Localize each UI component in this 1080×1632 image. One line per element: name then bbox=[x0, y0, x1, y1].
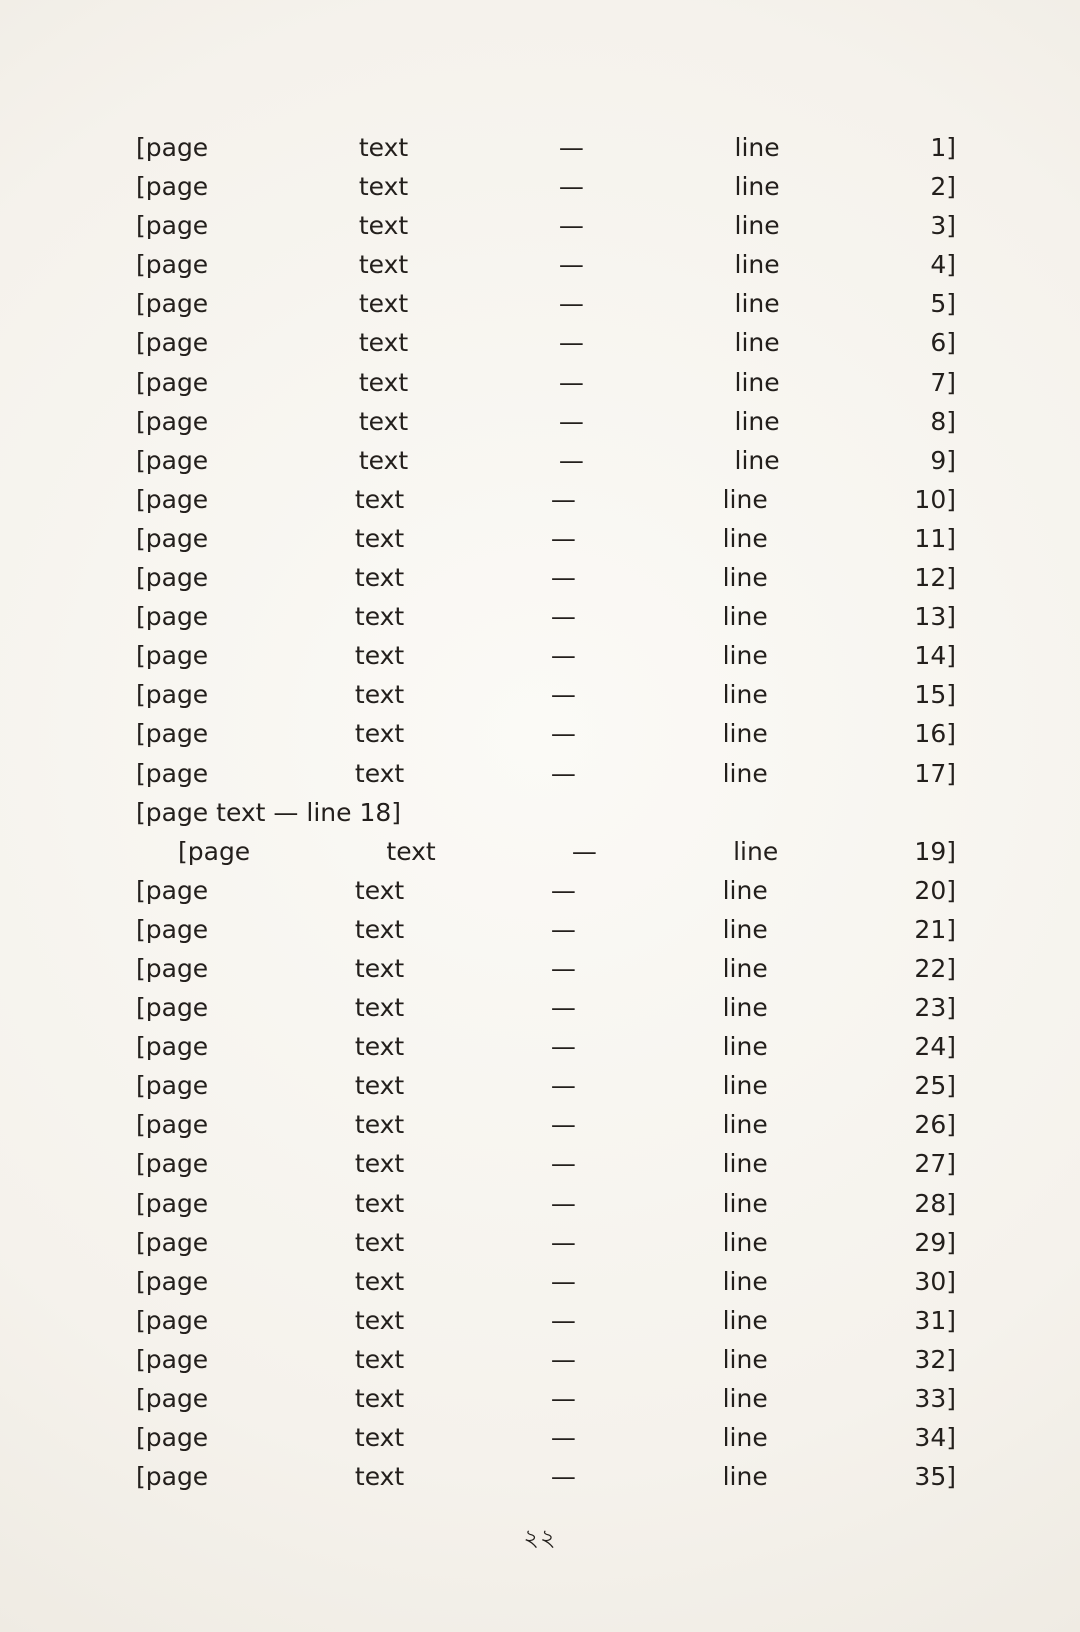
text-line: [page text — line 16] bbox=[136, 719, 956, 749]
text-line: [page text — line 20] bbox=[136, 875, 956, 905]
paragraph-end-line: [page text — line 18] bbox=[136, 797, 402, 827]
text-line: [page text — line 27] bbox=[136, 1149, 956, 1179]
text-line: [page text — line 15] bbox=[136, 680, 956, 710]
text-line: [page text — line 8] bbox=[136, 406, 956, 436]
text-line: [page text — line 29] bbox=[136, 1227, 956, 1257]
text-line: [page text — line 1] bbox=[136, 133, 956, 162]
text-line: [page text — line 17] bbox=[136, 758, 956, 788]
text-line: [page text — line 3] bbox=[136, 211, 956, 241]
text-line: [page text — line 10] bbox=[136, 484, 956, 514]
text-line: [page text — line 5] bbox=[136, 289, 956, 319]
body-text bbox=[136, 128, 956, 1498]
text-line: [page text — line 22] bbox=[136, 953, 956, 983]
text-line: [page text — line 4] bbox=[136, 250, 956, 280]
text-line: [page text — line 25] bbox=[136, 1071, 956, 1101]
text-line: [page text — line 24] bbox=[136, 1032, 956, 1062]
text-line: [page text — line 28] bbox=[136, 1188, 956, 1218]
text-line: [page text — line 11] bbox=[136, 523, 956, 553]
text-line: [page text — line 23] bbox=[136, 993, 956, 1023]
text-line: [page text — line 33] bbox=[136, 1384, 956, 1413]
text-line: [page text — line 26] bbox=[136, 1110, 956, 1140]
text-line: [page text — line 34] bbox=[136, 1423, 956, 1453]
text-line: [page text — line 31] bbox=[136, 1305, 956, 1335]
text-line: [page text — line 12] bbox=[136, 563, 956, 593]
text-line: [page text — line 9] bbox=[136, 445, 956, 475]
text-line: [page text — line 32] bbox=[136, 1344, 956, 1374]
text-line: [page text — line 7] bbox=[136, 367, 956, 397]
text-line: [page text — line 6] bbox=[136, 328, 956, 358]
text-line: [page text — line 13] bbox=[136, 602, 956, 632]
text-line: [page text — line 21] bbox=[136, 914, 956, 944]
text-line: [page text — line 30] bbox=[136, 1266, 956, 1296]
paragraph-start-line: [page text — line 19] bbox=[178, 836, 956, 866]
text-line: [page text — line 35] bbox=[136, 1462, 956, 1492]
page-number: ২২ bbox=[523, 1524, 557, 1552]
text-line: [page text — line 2] bbox=[136, 172, 956, 202]
text-line: [page text — line 14] bbox=[136, 641, 956, 671]
